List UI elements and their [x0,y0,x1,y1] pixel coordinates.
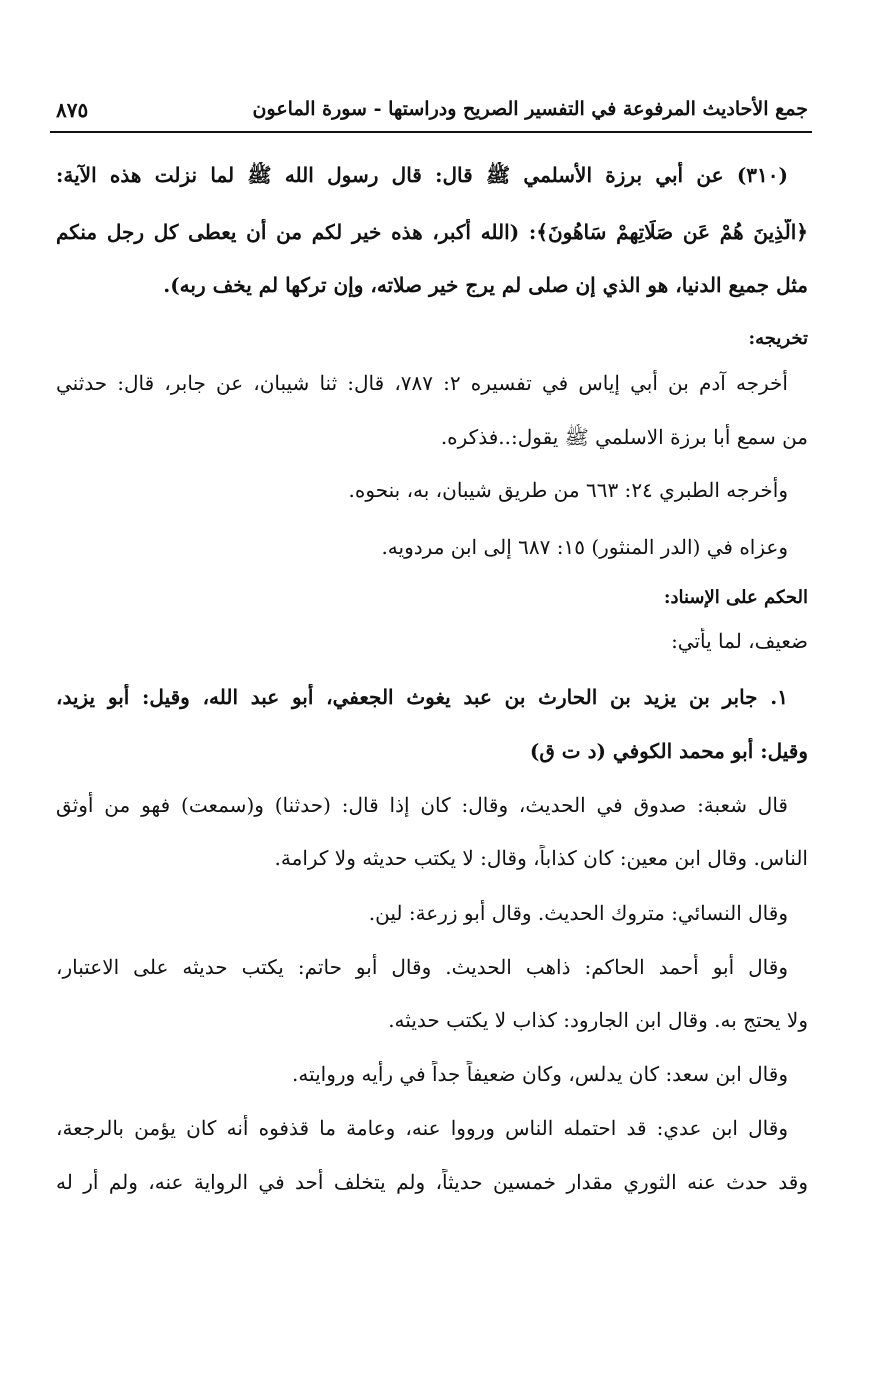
narrator-line-2 [56,738,808,764]
criticism-text: قال شعبة: صدوق في الحديث، وقال: كان إذا قال: (حدثنا) و(سمعت) فهو من أوثق [56,793,788,817]
criticism-text: وقال النسائي: متروك الحديث. وقال أبو زرعة: لين. [368,901,788,925]
criticism-text: وقال ابن سعد: كان يدلس، وكان ضعيفاً جداً في رأيه وروايته. [291,1062,788,1086]
running-title: جمع الأحاديث المرفوعة في التفسير الصريح ودراستها - سورة الماعون [252,98,808,120]
takhrij-heading-row [56,326,808,352]
hukm-heading-row [56,585,808,611]
criticism-text: وقال أبو أحمد الحاكم: ذاهب الحديث. وقال أبو حاتم: يكتب حديثه على الاعتبار، [56,955,788,979]
takhrij-text: من سمع أبا برزة الاسلمي ﷺ يقول:..فذكره. [440,425,808,449]
criticism-line-5 [56,1007,808,1033]
hadith-line-1 [56,162,808,188]
takhrij-line-4 [56,534,808,560]
narrator-text: وقيل: أبو محمد الكوفي (د ت ق) [529,739,808,763]
hadith-line-3 [56,272,808,298]
running-header [56,96,808,130]
header-rule [50,131,812,133]
narrator-text: ١. جابر بن يزيد بن الحارث بن عبد يغوث الجعفي، أبو عبد الله، وقيل: أبو يزيد، [56,685,788,709]
criticism-line-1 [56,792,808,818]
criticism-text: وقال ابن عدي: قد احتمله الناس ورووا عنه، وعامة ما قذفوه أنه كان يؤمن بالرجعة، [56,1116,788,1140]
page-number: ٨٧٥ [56,98,89,122]
criticism-line-4 [56,954,808,980]
criticism-text: الناس. وقال ابن معين: كان كذاباً، وقال: لا يكتب حديثه ولا كرامة. [274,846,808,870]
takhrij-line-3 [56,477,808,503]
hadith-text: (٣١٠) عن أبي برزة الأسلمي ﷺ قال: قال رسول الله ﷺ لما نزلت هذه الآية: [56,163,788,187]
criticism-line-8 [56,1169,808,1195]
takhrij-text: أخرجه آدم بن أبي إياس في تفسيره ٢: ٧٨٧، قال: ثنا شيبان، عن جابر، قال: حدثني [56,371,788,395]
criticism-line-6 [56,1061,808,1087]
takhrij-text: وعزاه في (الدر المنثور) ١٥: ٦٨٧ إلى ابن مردويه. [381,535,788,559]
takhrij-line-1 [56,370,808,396]
criticism-line-3 [56,900,808,926]
narrator-line-1 [56,684,808,710]
criticism-line-7 [56,1115,808,1141]
criticism-text: ولا يحتج به. وقال ابن الجارود: كذاب لا يكتب حديثه. [388,1008,808,1032]
criticism-line-2 [56,845,808,871]
takhrij-text: وأخرجه الطبري ٢٤: ٦٦٣ من طريق شيبان، به، بنحوه. [348,478,788,502]
hukm-line-1 [56,628,808,654]
takhrij-line-2 [56,424,808,450]
section-heading-hukm: الحكم على الإسناد: [663,587,808,608]
hadith-text: مثل جميع الدنيا، هو الذي إن صلى لم يرج خير صلاته، وإن تركها لم يخف ربه). [163,273,808,297]
hukm-text: ضعيف، لما يأتي: [671,629,808,653]
section-heading-takhrij: تخريجه: [748,328,808,349]
criticism-text: وقد حدث عنه الثوري مقدار خمسين حديثاً، ولم يتخلف أحد في الرواية عنه، ولم أر له [56,1170,808,1194]
hadith-line-2 [56,219,808,245]
hadith-text: ﴿الَّذِينَ هُمْ عَن صَلَاتِهِمْ سَاهُونَ﴾: (الله أكبر، هذه خير لكم من أن يعطى كل رجل منكم [56,220,808,244]
